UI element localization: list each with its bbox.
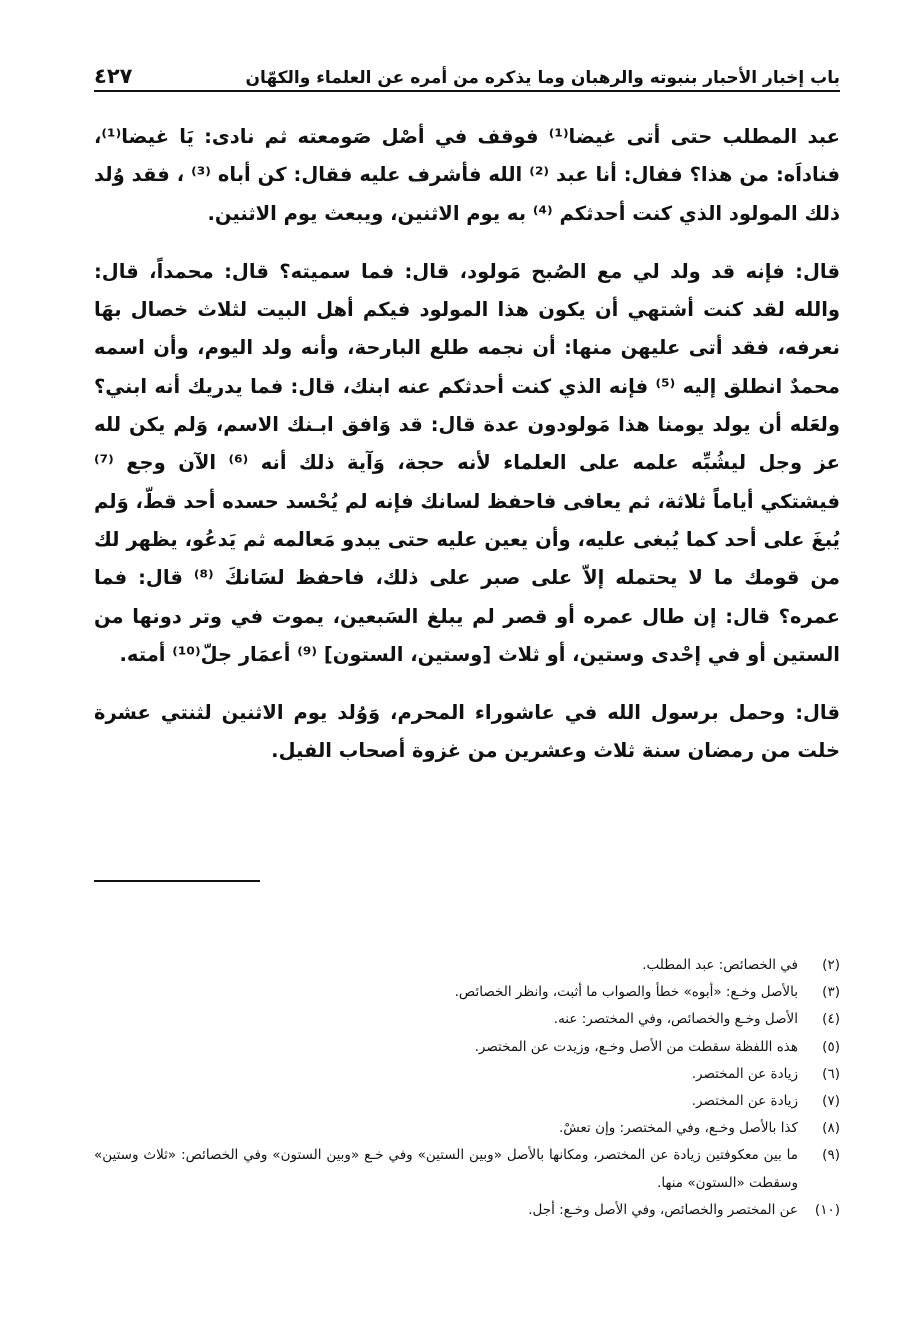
footnotes: [94, 952, 840, 1224]
footnote: [94, 979, 840, 1006]
main-text: [94, 118, 840, 771]
footnote-text: زيادة عن المختصر.: [691, 1065, 798, 1082]
footnote: [94, 1061, 840, 1088]
footnote-text: ما بين معكوفتين زيادة عن المختصر، ومكانها بالأصل «وبين الستين» وفي خـع «وبين الستون» وفي الخصائص: «ثلاث وستين» وسقطت «الستون» منها.: [94, 1147, 798, 1191]
footnote-number: (٨): [822, 1120, 840, 1137]
footnote-text: عن المختصر والخصائص، وفي الأصل وخـع: أجل.: [528, 1201, 798, 1218]
footnote: [94, 1034, 840, 1061]
footnote-text: بالأصل وخـع: «أبوه» خطأ والصواب ما أثبت، وانظر الخصائص.: [454, 984, 798, 1001]
footnote-text: زيادة عن المختصر.: [691, 1093, 798, 1110]
footnote-number: (١٠): [814, 1201, 840, 1218]
footnote-separator: [94, 880, 260, 882]
header-rule: [94, 90, 840, 92]
footnote-number: (٧): [822, 1093, 840, 1110]
footnote-number: (٩): [822, 1147, 840, 1164]
footnote-text: الأصل وخـع والخصائص، وفي المختصر: عنه.: [553, 1011, 798, 1028]
footnote-number: (٤): [822, 1011, 840, 1028]
footnote-text: هذه اللفظة سقطت من الأصل وخـع، وزيدت عن المختصر.: [474, 1038, 798, 1055]
paragraph-2: قال: فإنه قد ولد لي مع الصُبح مَولود، قال: فما سميته؟ قال: محمداً، قال: والله لقد كنت أشتهي أن يكون هذا المولود فيكم أهل البيت لثلاث خصال بهَا نعرفه، فقد أتى عليهن منها: أن نجمه طلع البارحة، وأنه ولد اليوم، وأن اسمه محمدٌ انطلق إليه ⁽⁵⁾ فإنه الذي كنت أحدثكم عنه ابنك، قال: فما يدريك أنه ابني؟ ولعَله أن يولد يومنا هذا مَولودون عدة قال: قد وَافق ابـنك الاسم، وَلم يكن لله عز وجل ليشُبِّه علمه على العلماء لأنه حجة، وَآية ذلك أنه ⁽⁶⁾ الآن وجع ⁽⁷⁾ فيشتكي أياماً ثلاثة، ثم يعافى فاحفظ لسانك فإنه لم يُحْسد حسده أحد قطّ، وَلم يُبغَ على أحد كما يُبغى عليه، وأن يعين عليه حتى يبدو مَعالمه ثم يَدعُو، يظهر لك من قومك ما لا يحتمله إلاّ على صبر على ذلك، فاحفظ لسَانكَ ⁽⁸⁾ قال: فما عمره؟ قال: إن طال عمره أو قصر لم يبلغ السَبعين، يموت في وتر دونها من الستين أو في إحْدى وستين، أو ثلاث [وستين، الستون] ⁽⁹⁾ أعمَار جلّ⁽¹⁰⁾ أمته.: [94, 259, 840, 666]
footnote: [94, 952, 840, 979]
paragraph-3: قال: وحمل برسول الله في عاشوراء المحرم، وَوُلد يوم الاثنين لثنتي عشرة خلت من رمضان سنة ثلاث وعشرين من غزوة أصحاب الفيل.: [94, 701, 840, 763]
page-number: ٤٢٧: [94, 64, 133, 88]
footnote: [94, 1115, 840, 1142]
footnote-number: (٥): [822, 1038, 840, 1055]
footnote: [94, 1197, 840, 1224]
running-title: باب إخبار الأحبار بنبوته والرهبان وما يذكره من أمره عن العلماء والكهّان: [245, 68, 840, 88]
footnote-number: (٣): [822, 984, 840, 1001]
paragraph-1: عبد المطلب حتى أتى غيضا⁽¹⁾ فوقف في أصْل صَومعته ثم نادى: يَا غيضا⁽¹⁾، فناداَه: من هذا؟ ففال: أنا عبد ⁽²⁾ الله فأشرف عليه فقال: كن أباه ⁽³⁾ ، فقد وُلد ذلك المولود الذي كنت أحدثكم ⁽⁴⁾ به يوم الاثنين، ويبعث يوم الاثنين.: [94, 125, 841, 225]
footnote-number: (٦): [822, 1065, 840, 1082]
footnote: [94, 1142, 840, 1196]
footnote-text: في الخصائص: عبد المطلب.: [642, 957, 798, 973]
footnote-text: كذا بالأصل وخـع، وفي المختصر: وإن تعشْ.: [559, 1120, 798, 1137]
page-header: [94, 58, 840, 88]
footnote: [94, 1088, 840, 1115]
footnote: [94, 1006, 840, 1033]
footnote-number: (٢): [822, 957, 840, 973]
